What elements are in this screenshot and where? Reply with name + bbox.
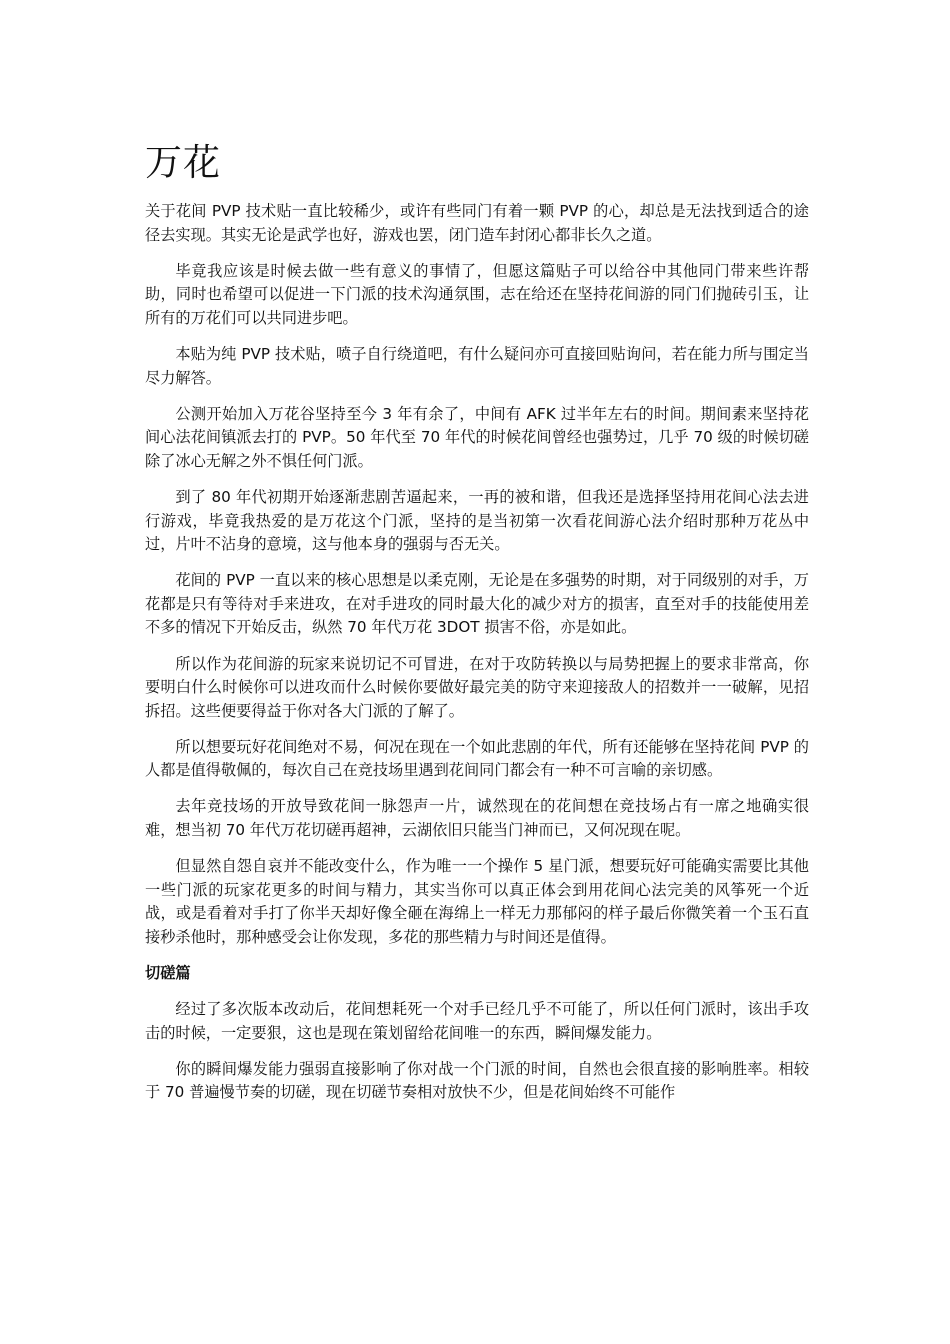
intro-paragraph: 关于花间 PVP 技术贴一直比较稀少，或许有些同门有着一颗 PVP 的心，却总是无法找到适合的途径去实现。其实无论是武学也好，游戏也罢，闭门造车封闭心都非长久之道。 [145, 202, 809, 244]
body-paragraph: 去年竞技场的开放导致花间一脉怨声一片，诚然现在的花间想在竞技场占有一席之地确实很难，想当初 70 年代万花切磋再超神，云湖依旧只能当门神而已，又何况现在呢。 [145, 797, 809, 840]
body-paragraph: 花间的 PVP 一直以来的核心思想是以柔克刚，无论是在多强势的时期，对于同级别的对手，万花都是只有等待对手来进攻，在对手进攻的同时最大化的减少对方的损害，直至对手的技能使用差不多的情况下开始反击，纵然 70 年代万花 3DOT 损害不俗，亦是如此。 [145, 571, 809, 637]
body-paragraph: 本贴为纯 PVP 技术贴，喷子自行绕道吧，有什么疑问亦可直接回贴询问，若在能力所与围定当尽力解答。 [145, 344, 809, 387]
body-paragraph: 所以想要玩好花间绝对不易，何况在现在一个如此悲剧的年代，所有还能够在坚持花间 PVP 的人都是值得敬佩的，每次自己在竞技场里遇到花间同门都会有一种不可言喻的亲切感。 [145, 737, 809, 780]
page-title: 万花 [145, 141, 221, 184]
body-paragraph: 到了 80 年代初期开始逐渐悲剧苦逼起来，一再的被和谐，但我还是选择坚持用花间心法去进行游戏，毕竟我热爱的是万花这个门派，坚持的是当初第一次看花间游心法介绍时那种万花丛中过，片叶不沾身的意境，这与他本身的强弱与否无关。 [145, 487, 809, 554]
body-paragraph: 所以作为花间游的玩家来说切记不可冒进，在对于攻防转换以与局势把握上的要求非常高，你要明白什么时候你可以进攻而什么时候你要做好最完美的防守来迎接敌人的招数并一一破解，见招拆招。这些便要得益于你对各大门派的了解了。 [145, 654, 809, 720]
section-paragraph: 经过了多次版本改动后，花间想耗死一个对手已经几乎不可能了，所以任何门派时，该出手攻击的时候，一定要狠，这也是现在策划留给花间唯一的东西，瞬间爆发能力。 [145, 1000, 809, 1042]
document-page [145, 138, 809, 1118]
body-paragraph: 毕竟我应该是时候去做一些有意义的事情了，但愿这篇贴子可以给谷中其他同门带来些许帮助，同时也希望可以促进一下门派的技术沟通氛围，志在给还在坚持花间游的同门们抛砖引玉，让所有的万花们可以共同进步吧。 [145, 261, 809, 327]
body-paragraph: 公测开始加入万花谷坚持至今 3 年有余了，中间有 AFK 过半年左右的时间。期间素来坚持花间心法花间镇派去打的 PVP。50 年代至 70 年代的时候花间曾经也强势过，几乎 70 级的时候切磋除了冰心无解之外不惧任何门派。 [145, 404, 809, 470]
body-paragraph: 但显然自怨自哀并不能改变什么，作为唯一一个操作 5 星门派，想要玩好可能确实需要比其他一些门派的玩家花更多的时间与精力，其实当你可以真正体会到用花间心法完美的风筝死一个近战，或是看着对手打了你半天却好像全砸在海绵上一样无力那郁闷的样子最后你微笑着一个玉石直接秒杀他时，那种感受会让你发现，多花的那些精力与时间还是值得。 [145, 857, 809, 946]
section-paragraph: 你的瞬间爆发能力强弱直接影响了你对战一个门派的时间，自然也会很直接的影响胜率。相较于 70 普遍慢节奏的切磋，现在切磋节奏相对放快不少，但是花间始终不可能作 [145, 1059, 809, 1102]
section-heading: 切磋篇 [145, 964, 191, 983]
